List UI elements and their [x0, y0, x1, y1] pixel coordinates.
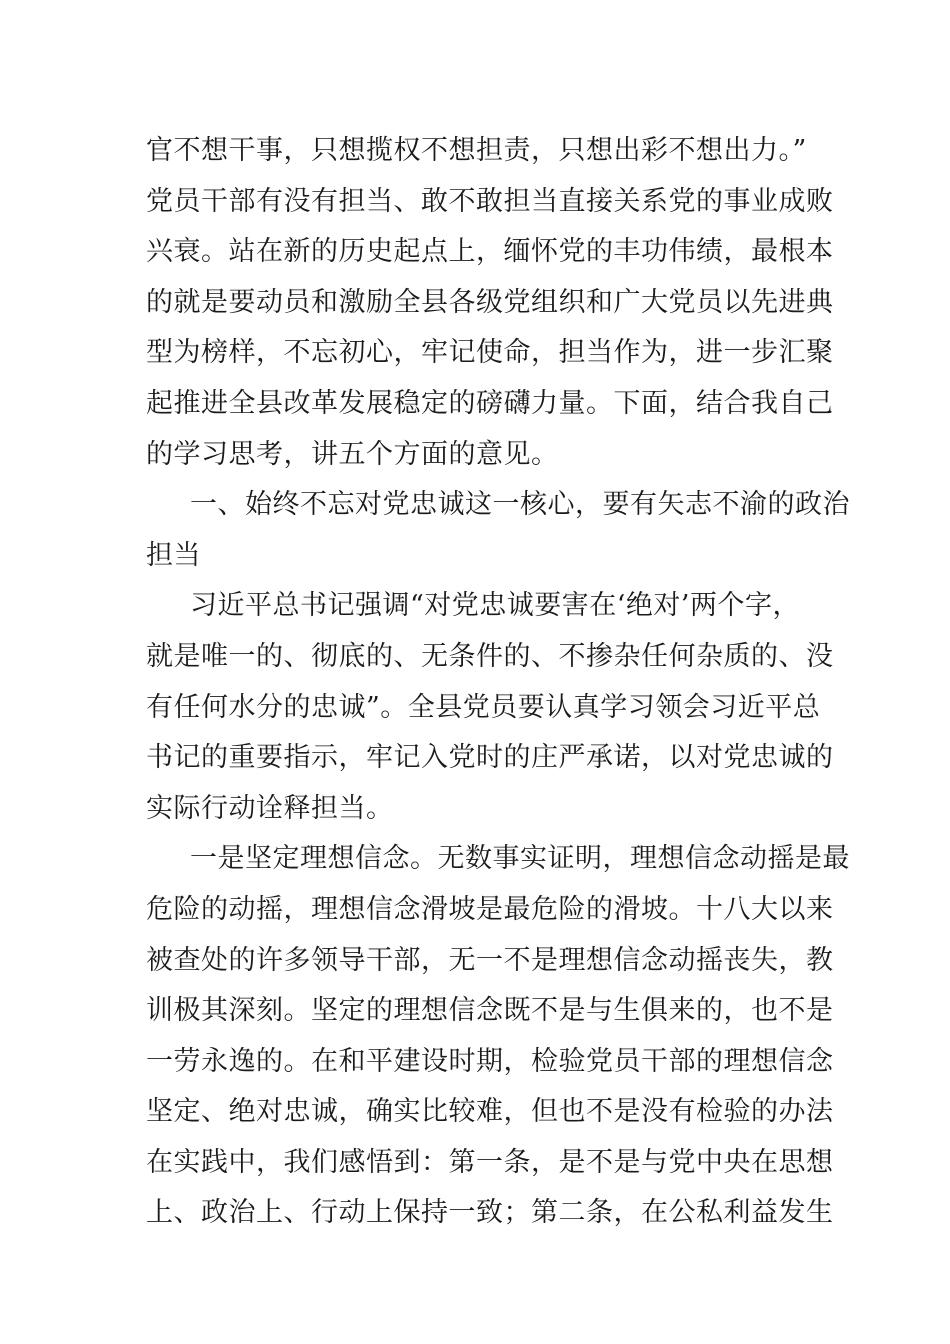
text-line: 坚定、绝对忠诚，确实比较难，但也不是没有检验的办法 — [146, 1096, 834, 1128]
section-heading-line: 一、始终不忘对党忠诚这一核心，要有矢志不渝的政治 — [190, 489, 850, 521]
text-line: 上、政治上、行动上保持一致；第二条，在公私利益发生 — [146, 1197, 834, 1229]
text-line: 的就是要动员和激励全县各级党组织和广大党员以先进典 — [146, 286, 834, 318]
text-line: 兴衰。站在新的历史起点上，缅怀党的丰功伟绩，最根本 — [146, 236, 834, 268]
section-heading-line: 担当 — [146, 539, 201, 571]
text-line: 就是唯一的、彻底的、无条件的、不掺杂任何杂质的、没 — [146, 640, 834, 672]
text-line: 起推进全县改革发展稳定的磅礴力量。下面，结合我自己 — [146, 387, 834, 419]
text-line: 实际行动诠释担当。 — [146, 792, 394, 824]
text-line: 有任何水分的忠诚”。全县党员要认真学习领会习近平总 — [146, 691, 821, 723]
text-line: 书记的重要指示，牢记入党时的庄严承诺，以对党忠诚的 — [146, 742, 834, 774]
text-line: 的学习思考，讲五个方面的意见。 — [146, 438, 559, 470]
text-line: 型为榜样，不忘初心，牢记使命，担当作为，进一步汇聚 — [146, 337, 834, 369]
text-line: 党员干部有没有担当、敢不敢担当直接关系党的事业成败 — [146, 185, 834, 217]
text-line: 一劳永逸的。在和平建设时期，检验党员干部的理想信念 — [146, 1045, 834, 1077]
text-line: 被查处的许多领导干部，无一不是理想信念动摇丧失，教 — [146, 944, 834, 976]
text-line: 习近平总书记强调“对党忠诚要害在‘绝对’两个字， — [190, 590, 800, 622]
text-line: 危险的动摇，理想信念滑坡是最危险的滑坡。十八大以来 — [146, 893, 834, 925]
text-line: 在实践中，我们感悟到：第一条，是不是与党中央在思想 — [146, 1146, 834, 1178]
document-body — [146, 126, 850, 1239]
text-line: 官不想干事，只想揽权不想担责，只想出彩不想出力。” — [146, 135, 807, 166]
text-line: 训极其深刻。坚定的理想信念既不是与生俱来的，也不是 — [146, 995, 834, 1027]
text-line: 一是坚定理想信念。无数事实证明，理想信念动摇是最 — [190, 843, 850, 875]
